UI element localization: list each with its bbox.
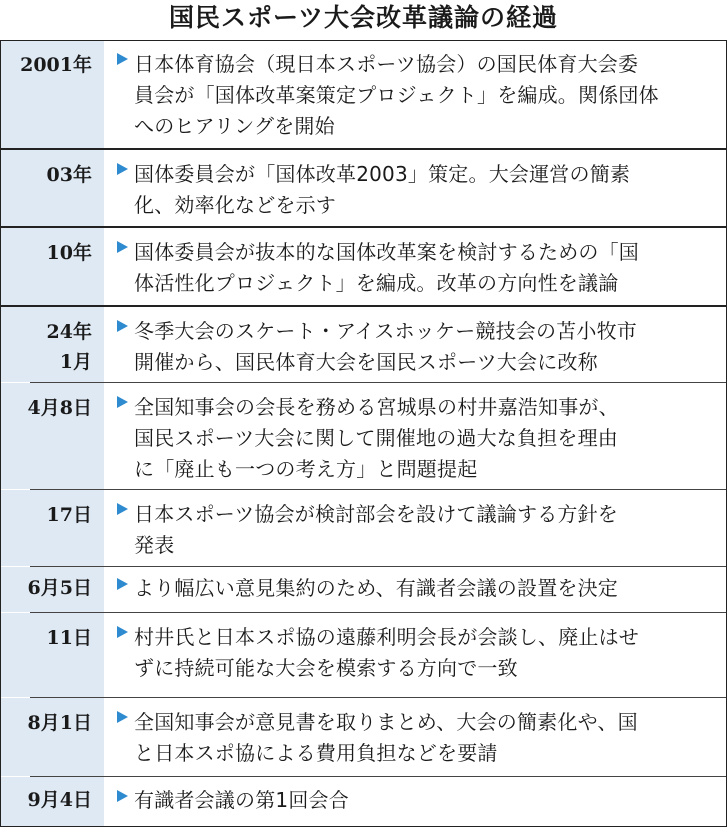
timeline-row [0, 383, 727, 489]
triangle-bullet-icon [117, 711, 128, 723]
timeline-row [0, 307, 727, 382]
triangle-bullet-icon [117, 320, 128, 332]
triangle-bullet-icon [117, 396, 128, 408]
timeline-date: 6月5日 [27, 577, 92, 599]
timeline-row [0, 490, 727, 566]
timeline-text: 国体委員会が「国体改革2003」策定。大会運営の簡素 化、効率化などを示す [134, 162, 631, 217]
date-cell [0, 698, 104, 776]
date-cell [0, 40, 104, 148]
date-cell [0, 150, 104, 226]
timeline-row [0, 150, 727, 226]
page-title: 国民スポーツ大会改革議論の経過 [168, 3, 558, 32]
timeline-text: 日本スポーツ協会が検討部会を設けて議論する方針を 発表 [134, 502, 618, 557]
triangle-bullet-icon [117, 241, 128, 253]
timeline-date: 11日 [46, 627, 92, 649]
timeline-row [0, 40, 727, 148]
timeline-row [0, 698, 727, 776]
timeline-date: 03年 [46, 164, 92, 186]
timeline-text: 日本体育協会（現日本スポーツ協会）の国民体育大会委 員会が「国体改革案策定プロジェクト」を編成。関係団体 へのヒアリングを開始 [134, 52, 659, 138]
timeline-date: 10年 [46, 242, 92, 264]
timeline-row [0, 613, 727, 697]
timeline-date: 24年 1月 [46, 321, 92, 373]
timeline-date: 8月1日 [27, 712, 92, 734]
date-cell [0, 228, 104, 305]
timeline-text: 冬季大会のスケート・アイスホッケー競技会の苫小牧市 開催から、国民体育大会を国民スポーツ大会に改称 [134, 319, 637, 374]
timeline-row [0, 228, 727, 305]
date-cell [0, 307, 104, 382]
date-cell [0, 567, 104, 612]
date-cell [0, 613, 104, 697]
timeline-date: 17日 [46, 504, 92, 526]
timeline-date: 2001年 [20, 54, 92, 76]
triangle-bullet-icon [117, 163, 128, 175]
date-cell [0, 383, 104, 489]
timeline-row [0, 567, 727, 612]
timeline-text: より幅広い意見集約のため、有識者会議の設置を決定 [134, 576, 618, 600]
timeline-text: 村井氏と日本スポ協の遠藤利明会長が会談し、廃止はせ ずに持続可能な大会を模索する方向で一致 [134, 625, 639, 680]
date-cell [0, 777, 104, 827]
timeline-date: 9月4日 [27, 789, 92, 811]
timeline-row [0, 777, 727, 827]
timeline-table [0, 40, 727, 827]
timeline-text: 全国知事会が意見書を取りまとめ、大会の簡素化や、国 と日本スポ協による費用負担などを要請 [134, 710, 638, 765]
timeline-date: 4月8日 [27, 397, 92, 419]
date-cell [0, 490, 104, 566]
triangle-bullet-icon [117, 626, 128, 638]
triangle-bullet-icon [117, 503, 128, 515]
triangle-bullet-icon [117, 53, 128, 65]
triangle-bullet-icon [117, 578, 128, 590]
triangle-bullet-icon [117, 790, 128, 802]
timeline-text: 有識者会議の第1回会合 [134, 788, 349, 812]
timeline-text: 国体委員会が抜本的な国体改革案を検討するための「国 体活性化プロジェクト」を編成。改革の方向性を議論 [134, 240, 639, 295]
timeline-text: 全国知事会の会長を務める宮城県の村井嘉浩知事が、 国民スポーツ大会に関して開催地の過大な負担を理由 に「廃止も一つの考え方」と問題提起 [134, 395, 619, 481]
